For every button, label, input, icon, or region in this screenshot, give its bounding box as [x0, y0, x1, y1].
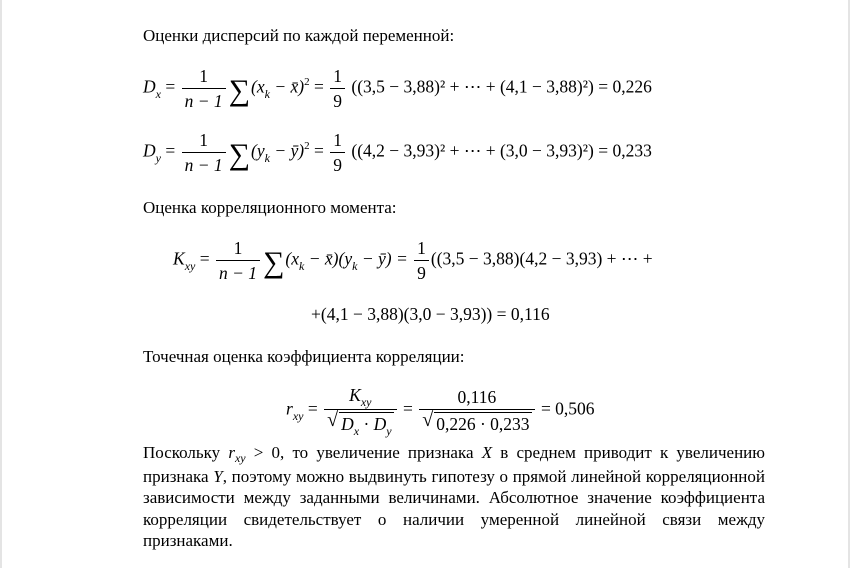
dx-body: ((3,5 − 3,88)² + ⋯ + (4,1 − 3,88)²) = 0,226: [351, 76, 652, 97]
rxy-num: K: [349, 385, 361, 405]
kxy-lhs: K: [173, 248, 185, 269]
sqrt-sign: √: [327, 409, 339, 431]
rxy-fraction: [324, 385, 397, 436]
rxy-den-b: D: [373, 414, 387, 434]
kxy-lhs-sub: xy: [184, 258, 196, 273]
rxy-frac2-den: [419, 410, 534, 434]
dx-fraction: [182, 66, 226, 111]
heading-variances: Оценки дисперсий по каждой переменной:: [143, 26, 455, 45]
dx-lhs-sub: x: [155, 86, 161, 101]
formula-rxy: [286, 385, 595, 436]
kxy-term: (x: [285, 248, 300, 269]
dy-term-rest: − ȳ): [269, 140, 305, 161]
dy-lhs-sub: y: [155, 150, 161, 165]
dx-fraction-2: [330, 66, 345, 111]
dx-term: (x: [251, 76, 265, 97]
dx-frac-num: 1: [182, 66, 226, 89]
kxy-frac2-den: 9: [417, 263, 426, 283]
rxy-frac-num: [324, 385, 397, 410]
conclusion-p2: > 0, то увеличение признака: [245, 443, 482, 462]
dy-frac-num: 1: [182, 130, 226, 153]
conclusion-r-sub: xy: [234, 451, 246, 465]
rxy-den-b-sub: y: [386, 424, 392, 438]
heading-moment: Оценка корреляционного момента:: [143, 198, 397, 217]
kxy-eq1: =: [199, 248, 210, 269]
dx-frac2-den: 9: [333, 91, 343, 111]
dy-sum-sign: ∑: [228, 137, 251, 171]
dx-term-rest: − x̄): [269, 76, 305, 97]
formula-kxy: [173, 238, 653, 283]
dy-eq2: =: [314, 140, 324, 161]
sqrt-sign-2: √: [422, 409, 434, 431]
kxy-frac2-num: 1: [414, 238, 429, 261]
sqrt-body: [339, 412, 394, 436]
conclusion-paragraph: [143, 442, 765, 552]
rxy-den-a-sub: x: [353, 424, 360, 438]
dy-frac2-num: 1: [330, 130, 345, 153]
dx-sum-sign: ∑: [228, 73, 251, 107]
dy-fraction: [182, 130, 226, 175]
conclusion-r: r: [228, 443, 235, 462]
dy-frac-den: n − 1: [184, 155, 223, 175]
rxy-lhs-sub: xy: [292, 408, 304, 423]
dx-frac2-num: 1: [330, 66, 345, 89]
rxy-num2: 0,116: [419, 387, 534, 410]
kxy-frac-den: n − 1: [218, 263, 258, 283]
kxy-term-mid: − x̄)(y: [304, 248, 353, 269]
dx-eq2: =: [314, 76, 324, 97]
heading-point-estimate: Точечная оценка коэффициента корреляции:: [143, 347, 465, 366]
dy-body: ((4,2 − 3,93)² + ⋯ + (3,0 − 3,93)²) = 0,233: [351, 140, 652, 161]
conclusion-p3: в среднем приводит к увеличению признака: [143, 443, 765, 486]
kxy-frac-num: 1: [216, 238, 260, 261]
kxy-fraction-2: [414, 238, 429, 283]
conclusion-p4: , поэтому можно выдвинуть гипотезу о прямой линейной корреляционной зависимости между заданными величинами. Абсолютное значение коэффициента корреляции свидетельствует о наличии умеренной линейной связи между признаками.: [143, 466, 765, 550]
kxy-term-rest: − ȳ) =: [357, 248, 408, 269]
dy-fraction-2: [330, 130, 345, 175]
rxy-sqrt: [327, 409, 394, 438]
rxy-frac-den: [324, 410, 397, 436]
kxy-body-line-1: ((3,5 − 3,88)(4,2 − 3,93) + ⋯ +: [430, 248, 653, 269]
kxy-sum-sign: ∑: [263, 245, 285, 279]
rxy-den-dot: ·: [359, 414, 374, 434]
rxy-sqrt-2: [422, 409, 531, 434]
kxy-fraction: [216, 238, 260, 283]
formula-kxy-cont: +(4,1 − 3,88)(3,0 − 3,93)) = 0,116: [311, 304, 550, 324]
dx-eq1: =: [165, 76, 176, 97]
formula-dy: [143, 130, 652, 175]
dy-pow: 2: [304, 139, 310, 152]
conclusion-p1: Поскольку: [143, 443, 229, 462]
dx-frac-den: n − 1: [184, 91, 223, 111]
rxy-den2: 0,226 · 0,233: [436, 414, 530, 434]
rxy-result: = 0,506: [540, 398, 595, 419]
rxy-den-a: D: [341, 414, 354, 434]
dx-term-sub: k: [264, 86, 270, 101]
dx-pow: 2: [304, 75, 310, 88]
rxy-num-sub: xy: [360, 395, 372, 409]
kxy-term-sub: k: [299, 258, 305, 273]
dy-term: (y: [251, 140, 265, 161]
rxy-eq1: =: [307, 398, 318, 419]
rxy-eq2: =: [402, 398, 413, 419]
dx-lhs: D: [143, 76, 156, 97]
rxy-fraction-2: [419, 387, 534, 434]
formula-dx: [143, 66, 652, 111]
conclusion-y: Y: [213, 466, 223, 486]
dy-frac2-den: 9: [333, 155, 343, 175]
dy-lhs: D: [143, 140, 156, 161]
dy-term-sub: k: [264, 150, 270, 165]
kxy-term-sub-2: k: [352, 258, 358, 273]
rxy-lhs: r: [286, 398, 293, 419]
conclusion-x: X: [481, 443, 493, 462]
dy-eq1: =: [165, 140, 176, 161]
